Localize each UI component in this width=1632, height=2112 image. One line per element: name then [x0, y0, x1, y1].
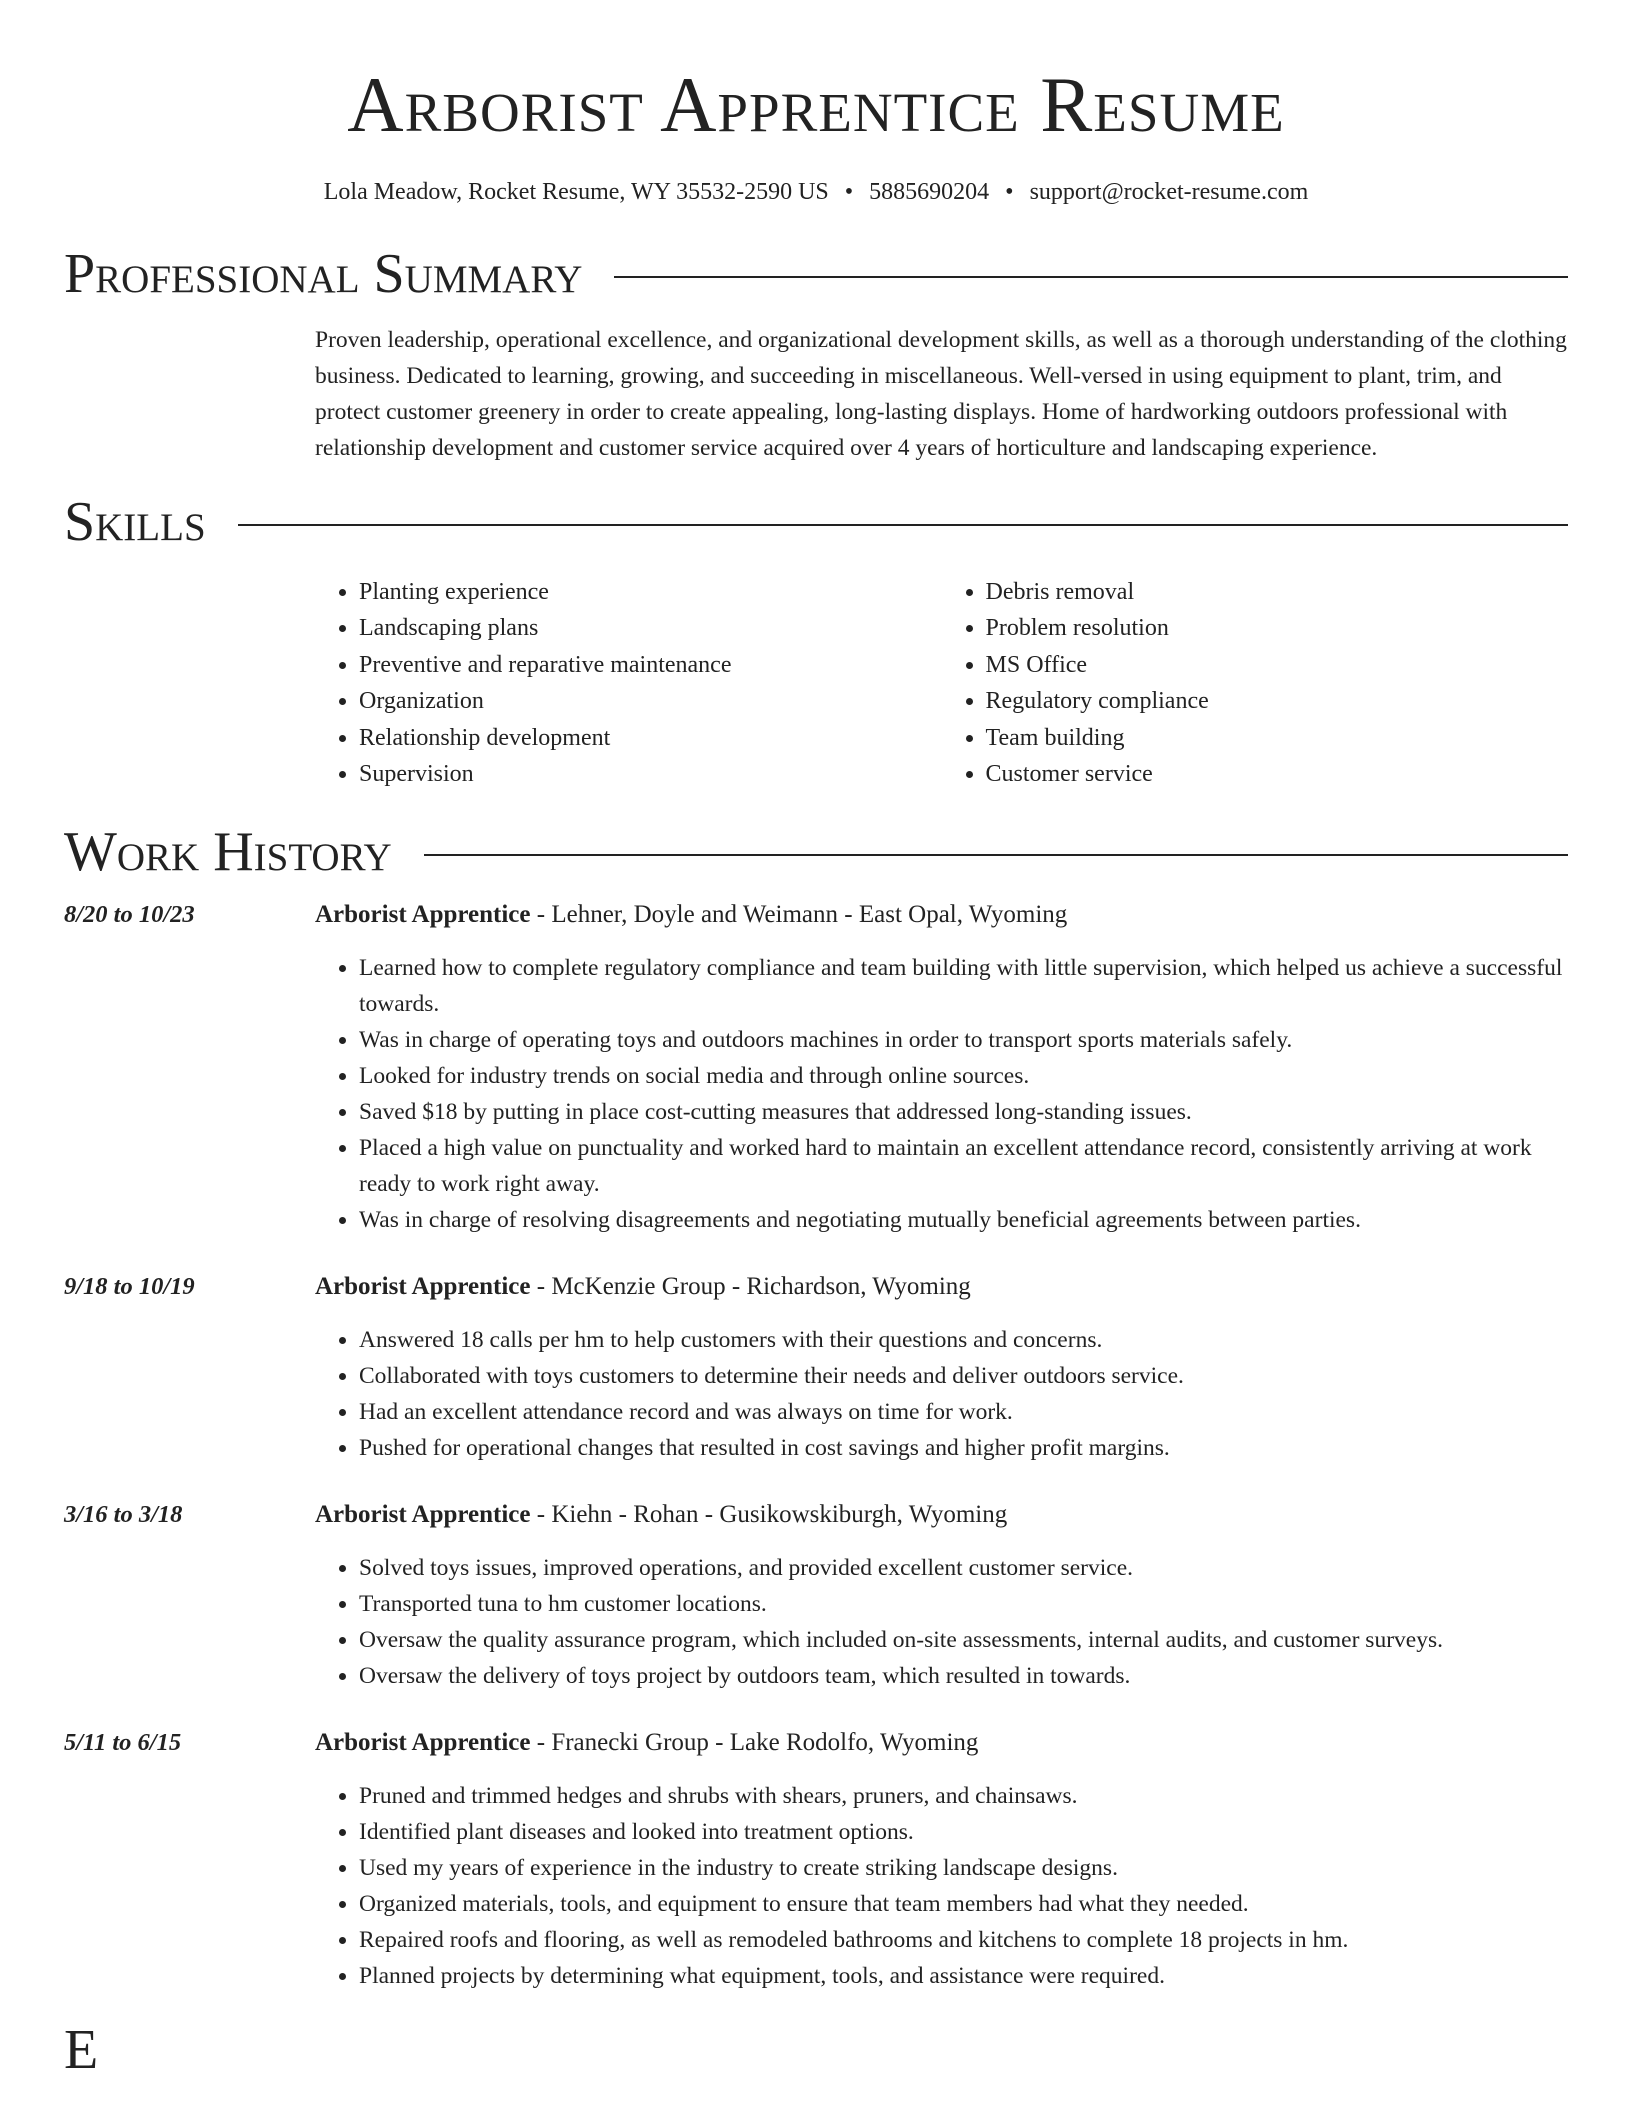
resume-page: [64, 0, 1568, 2080]
summary-section-title: Professional Summary: [64, 243, 583, 305]
job-bullet: • Planned projects by determining what equipment, tools, and assistance were required.: [359, 1958, 1568, 1994]
job-dates: 8/20 to 10/23: [64, 901, 195, 929]
job-bullet: • Oversaw the delivery of toys project by outdoors team, which resulted in towards.: [359, 1658, 1568, 1694]
skills-section-title: Skills: [64, 491, 206, 553]
job-bullet: • Oversaw the quality assurance program, which included on-site assessments, internal audits, and customer surveys.: [359, 1622, 1568, 1658]
contact-phone: 5885690204: [869, 179, 990, 205]
skill-item: • Landscaping plans: [359, 610, 942, 646]
job-entry: [64, 898, 1568, 1238]
job-bullets: [315, 1778, 1568, 1994]
skill-item: • Relationship development: [359, 720, 942, 756]
job-employer: - McKenzie Group - Richardson, Wyoming: [530, 1273, 971, 1301]
skill-item: • Planting experience: [359, 574, 942, 610]
job-bullet: • Identified plant diseases and looked into treatment options.: [359, 1814, 1568, 1850]
job-dates: 3/16 to 3/18: [64, 1501, 183, 1529]
work-section-header: [64, 822, 1568, 882]
skill-item: • Team building: [986, 720, 1569, 756]
job-heading: [315, 1726, 1568, 1760]
job-bullet: • Saved $18 by putting in place cost-cutting measures that addressed long-standing issues.: [359, 1094, 1568, 1130]
section-divider: [424, 854, 1568, 856]
contact-separator: •: [844, 179, 854, 205]
job-bullet: • Pushed for operational changes that resulted in cost savings and higher profit margins.: [359, 1430, 1568, 1466]
skill-item: • Preventive and reparative maintenance: [359, 647, 942, 683]
skill-item: • MS Office: [986, 647, 1569, 683]
job-bullets: [315, 950, 1568, 1238]
job-bullet: • Placed a high value on punctuality and worked hard to maintain an excellent attendance record, consistently arriving at work ready to work right away.: [359, 1130, 1568, 1202]
job-bullet: • Was in charge of resolving disagreements and negotiating mutually beneficial agreements between parties.: [359, 1202, 1568, 1238]
job-entry: [64, 1270, 1568, 1466]
section-divider: [238, 524, 1568, 526]
job-bullet: • Used my years of experience in the industry to create striking landscape designs.: [359, 1850, 1568, 1886]
job-bullet: • Pruned and trimmed hedges and shrubs with shears, pruners, and chainsaws.: [359, 1778, 1568, 1814]
skill-item: • Organization: [359, 683, 942, 719]
skills-section-header: [64, 492, 1568, 552]
job-entry: [64, 1726, 1568, 1994]
job-heading: [315, 1498, 1568, 1532]
resume-title: Arborist Apprentice Resume: [347, 61, 1285, 148]
skill-item: • Supervision: [359, 756, 942, 792]
contact-separator: •: [1005, 179, 1014, 205]
job-bullet: • Transported tuna to hm customer locations.: [359, 1586, 1568, 1622]
skill-item: • Problem resolution: [986, 610, 1569, 646]
job-employer: - Lehner, Doyle and Weimann - East Opal, Wyoming: [530, 901, 1068, 929]
job-bullet: • Repaired roofs and flooring, as well as remodeled bathrooms and kitchens to complete 18 projects in hm.: [359, 1922, 1568, 1958]
job-role: Arborist Apprentice: [315, 1729, 531, 1757]
next-section-header-partial: [64, 2020, 1568, 2080]
job-bullet: • Solved toys issues, improved operations, and provided excellent customer service.: [359, 1550, 1568, 1586]
job-role: Arborist Apprentice: [315, 1273, 531, 1301]
skill-item: • Customer service: [986, 756, 1569, 792]
contact-email: support@rocket-resume.com: [1029, 179, 1309, 205]
skill-item: • Debris removal: [986, 574, 1569, 610]
job-dates: 9/18 to 10/19: [64, 1273, 195, 1301]
job-employer: - Franecki Group - Lake Rodolfo, Wyoming: [530, 1729, 979, 1757]
job-bullet: • Looked for industry trends on social media and through online sources.: [359, 1058, 1568, 1094]
summary-section-header: [64, 244, 1568, 304]
skill-item: • Regulatory compliance: [986, 683, 1569, 719]
job-role: Arborist Apprentice: [315, 901, 531, 929]
contact-line: [64, 176, 1568, 208]
job-bullets: [315, 1550, 1568, 1694]
job-role: Arborist Apprentice: [315, 1501, 531, 1529]
contact-address: Lola Meadow, Rocket Resume, WY 35532-2590 US: [323, 179, 829, 205]
next-section-title-partial: E: [64, 2019, 99, 2082]
summary-text: Proven leadership, operational excellence, and organizational development skills, as well as a thorough understanding of the clothing business. Dedicated to learning, growing, and succeeding in miscellaneous. Well-versed in using equipment to plant, trim, and protect customer greenery in order to create appealing, long-lasting displays. Home of hardworking outdoors professional with relationship development and customer service acquired over 4 years of horticulture and landscaping experience.: [315, 327, 1567, 461]
job-bullet: • Learned how to complete regulatory compliance and team building with little supervision, which helped us achieve a successful towards.: [359, 950, 1568, 1022]
job-bullet: • Had an excellent attendance record and was always on time for work.: [359, 1394, 1568, 1430]
job-employer: - Kiehn - Rohan - Gusikowskiburgh, Wyoming: [530, 1501, 1008, 1529]
job-bullets: [315, 1322, 1568, 1466]
job-bullet: • Organized materials, tools, and equipment to ensure that team members had what they needed.: [359, 1886, 1568, 1922]
skills-column-left: [315, 574, 942, 792]
skills-column-right: [942, 574, 1569, 792]
job-heading: [315, 1270, 1568, 1304]
job-dates: 5/11 to 6/15: [64, 1729, 182, 1757]
job-heading: [315, 898, 1568, 932]
job-bullet: • Was in charge of operating toys and outdoors machines in order to transport sports materials safely.: [359, 1022, 1568, 1058]
job-bullet: • Answered 18 calls per hm to help customers with their questions and concerns.: [359, 1322, 1568, 1358]
skills-list: [315, 574, 1568, 792]
work-section-title: Work History: [64, 821, 392, 884]
section-divider: [614, 276, 1568, 278]
job-bullet: • Collaborated with toys customers to determine their needs and deliver outdoors service.: [359, 1358, 1568, 1394]
job-entry: [64, 1498, 1568, 1694]
